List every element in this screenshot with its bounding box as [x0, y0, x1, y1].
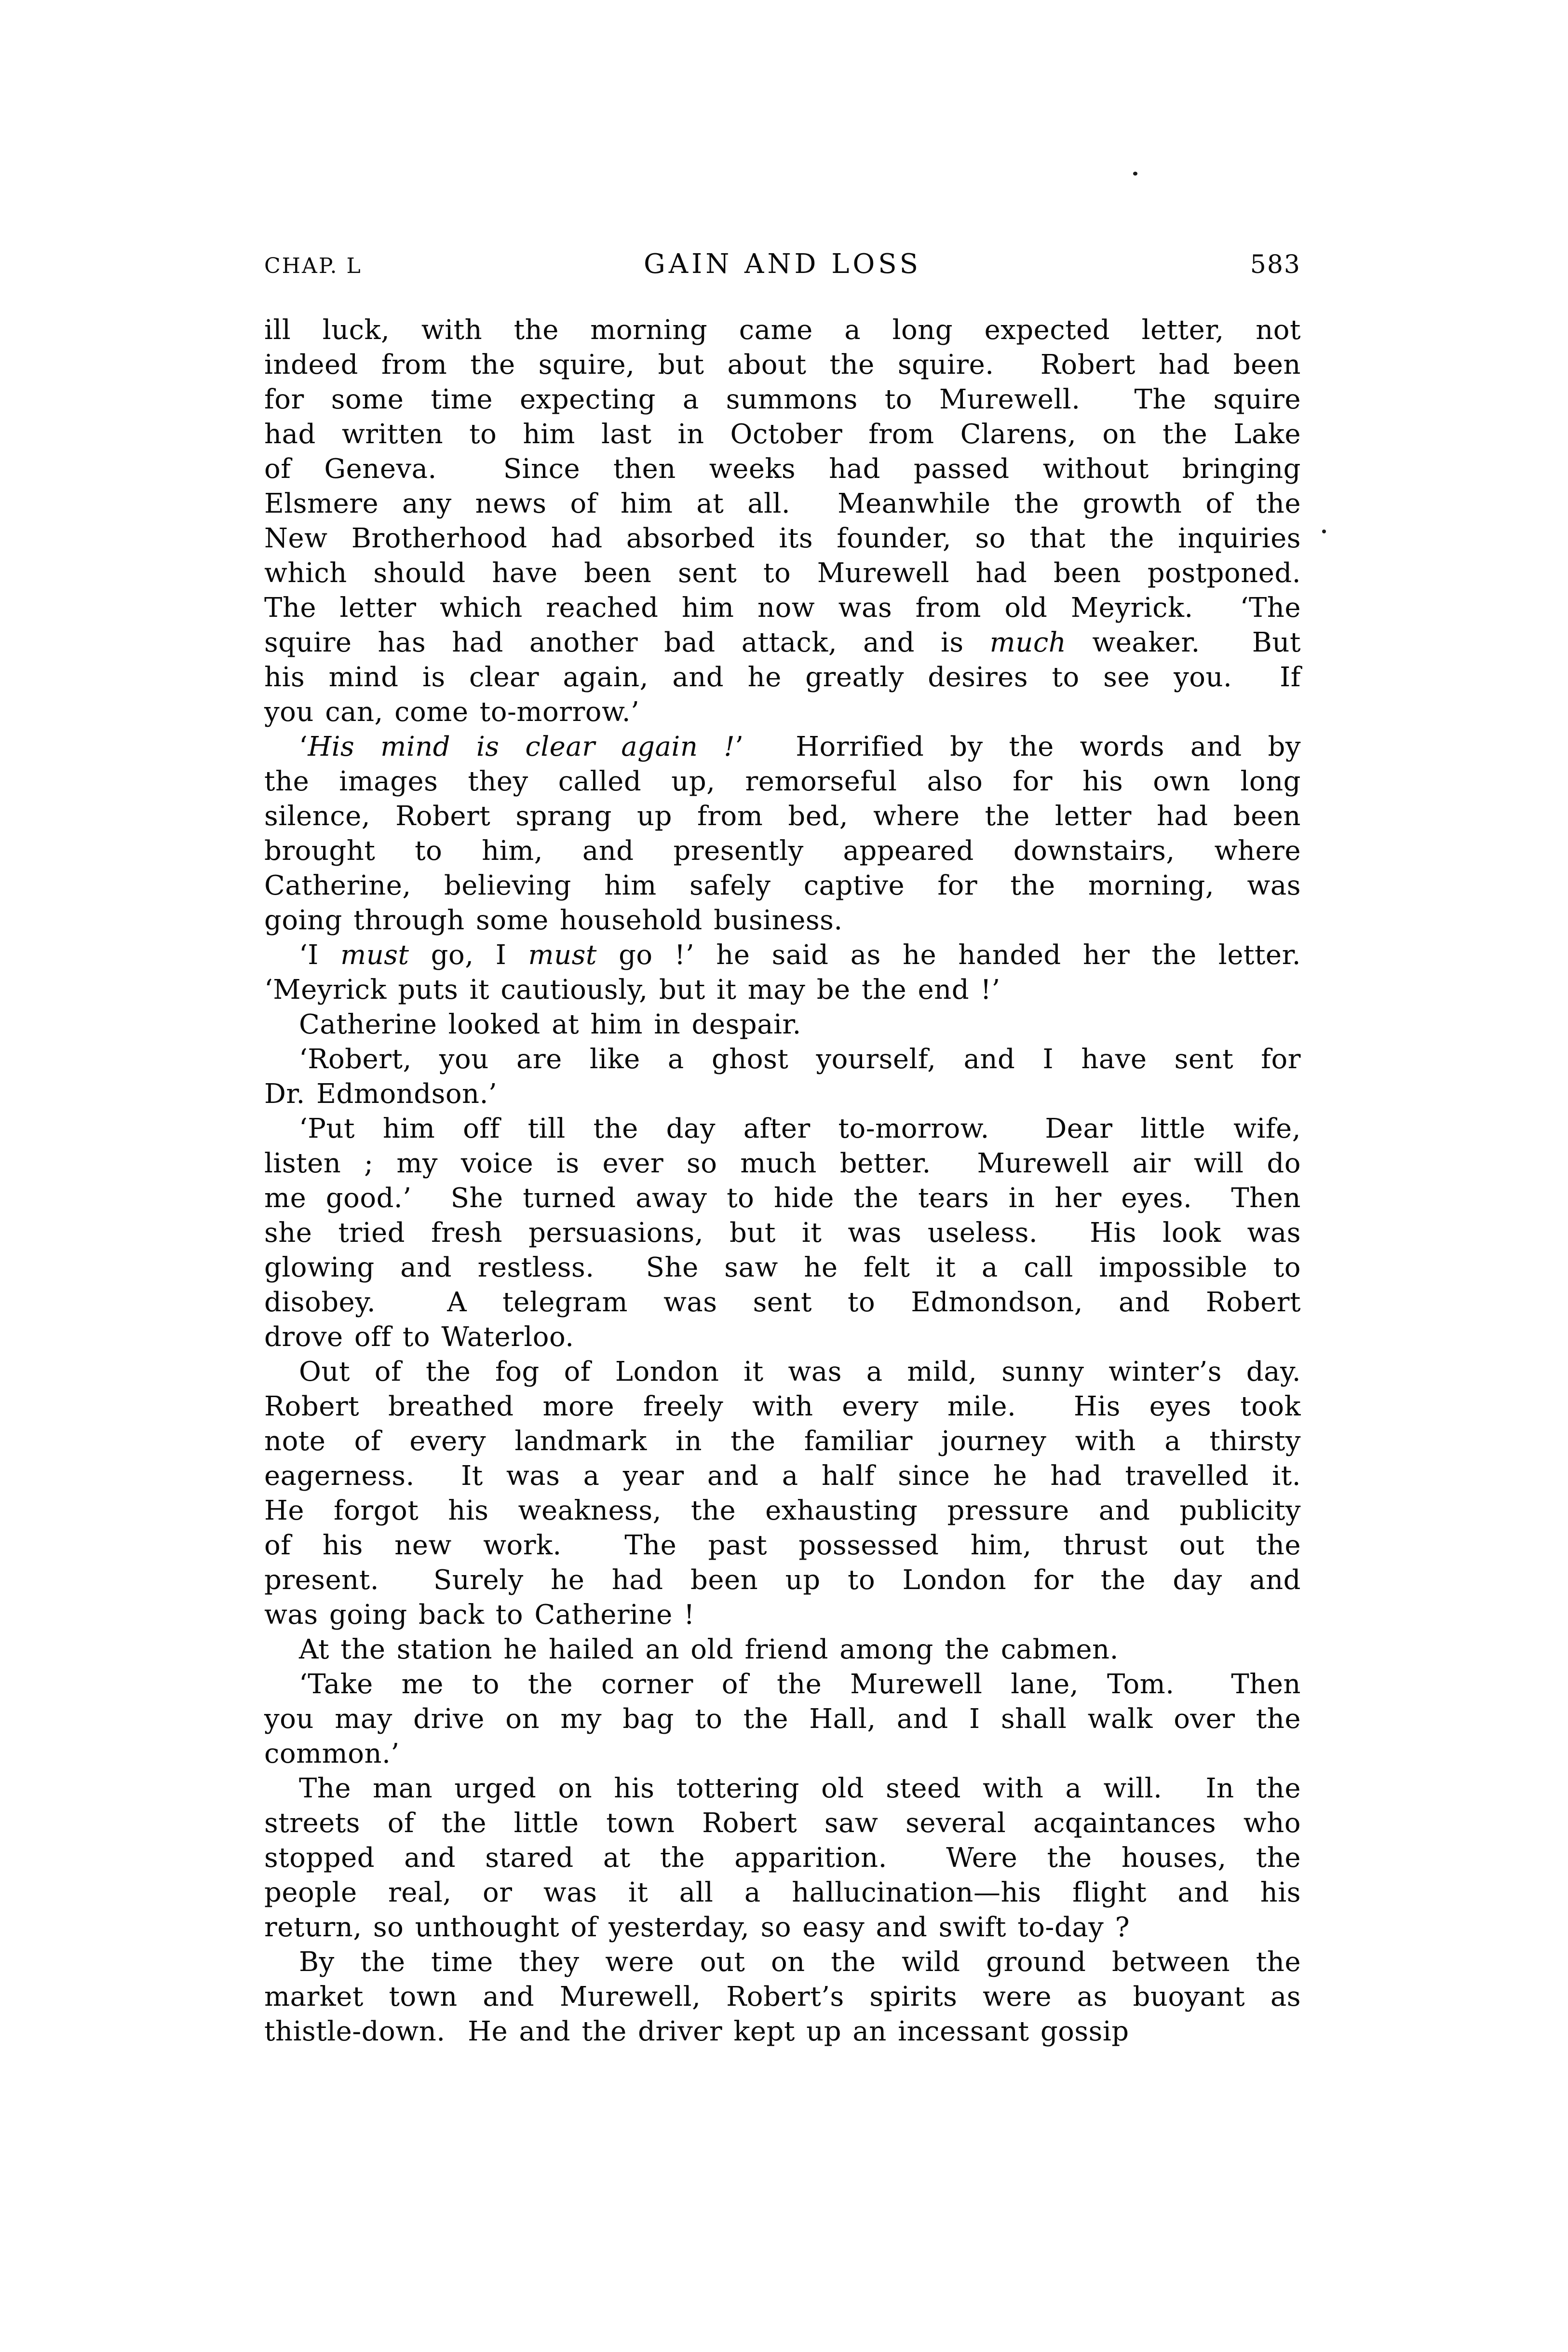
scan-speck: [1133, 172, 1137, 176]
text-segment: going through some household business.: [264, 905, 843, 936]
text-line: [264, 730, 1301, 764]
scan-speck: [1322, 530, 1326, 533]
text-segment: By the time they were out on the wild ground between the: [299, 1946, 1301, 1978]
text-segment: silence, Robert sprang up from bed, where the letter had been: [264, 801, 1301, 832]
text-line: [264, 382, 1301, 417]
text-segment: disobey. A telegram was sent to Edmondson, and Robert: [264, 1287, 1301, 1318]
text-line: [264, 1945, 1301, 1980]
text-segment: He forgot his weakness, the exhausting pressure and publicity: [264, 1495, 1301, 1526]
text-segment: of his new work. The past possessed him, thrust out the: [264, 1530, 1301, 1561]
text-line: [264, 1528, 1301, 1563]
text-line: [264, 1146, 1301, 1181]
text-line: [264, 1632, 1301, 1667]
text-line: [264, 521, 1301, 556]
text-segment: present. Surely he had been up to London for the day and: [264, 1564, 1301, 1596]
text-segment: glowing and restless. She saw he felt it a call impossible to: [264, 1252, 1301, 1283]
text-line: [264, 591, 1301, 625]
text-segment: was going back to Catherine !: [264, 1599, 695, 1631]
text-block: [264, 248, 1301, 2049]
text-line: [264, 1702, 1301, 1737]
text-line: [264, 660, 1301, 695]
text-segment: had written to him last in October from Clarens, on the Lake: [264, 419, 1301, 450]
paragraph: [264, 1632, 1301, 1667]
paragraph: [264, 1042, 1301, 1112]
text-segment: squire has had another bad attack, and is: [264, 627, 990, 658]
text-segment: Elsmere any news of him at all. Meanwhile the growth of the: [264, 488, 1301, 519]
text-line: [264, 348, 1301, 382]
text-segment: the images they called up, remorseful also for his own long: [264, 766, 1301, 797]
text-line: [264, 1007, 1301, 1042]
text-segment: of Geneva. Since then weeks had passed without bringing: [264, 453, 1301, 485]
text-segment: stopped and stared at the apparition. Were the houses, the: [264, 1842, 1301, 1874]
paragraph: [264, 1007, 1301, 1042]
paragraph: [264, 1667, 1301, 1771]
paragraph: [264, 313, 1301, 730]
text-segment: indeed from the squire, but about the squire. Robert had been: [264, 349, 1301, 381]
text-segment: note of every landmark in the familiar journey with a thirsty: [264, 1426, 1301, 1457]
italic-text: must: [528, 939, 597, 971]
text-segment: The letter which reached him now was from old Meyrick. ‘The: [264, 592, 1301, 624]
text-line: [264, 1424, 1301, 1459]
text-segment: go !’ he said as he handed her the letter.: [596, 939, 1301, 971]
text-segment: ‘Meyrick puts it cautiously, but it may be the end !’: [264, 974, 1000, 1006]
text-segment: me good.’ She turned away to hide the tears in her eyes. Then: [264, 1183, 1301, 1214]
text-line: [264, 1771, 1301, 1806]
page-number: 583: [1250, 250, 1301, 279]
text-line: [264, 973, 1301, 1007]
text-segment: eagerness. It was a year and a half since he had travelled it.: [264, 1460, 1301, 1492]
text-line: [264, 1806, 1301, 1841]
text-line: [264, 1042, 1301, 1077]
text-line: [264, 1737, 1301, 1771]
italic-text: His mind is clear again !: [308, 731, 735, 762]
paragraph: [264, 1945, 1301, 2049]
text-line: [264, 764, 1301, 799]
text-line: [264, 834, 1301, 869]
text-segment: weaker. But: [1066, 627, 1301, 658]
text-segment: you may drive on my bag to the Hall, and I shall walk over the: [264, 1703, 1301, 1735]
text-line: [264, 1494, 1301, 1528]
text-segment: ‘: [299, 731, 308, 762]
text-line: [264, 417, 1301, 452]
text-line: [264, 1285, 1301, 1320]
text-line: [264, 1355, 1301, 1389]
text-line: [264, 452, 1301, 487]
text-segment: ’ Horrified by the words and by: [735, 731, 1301, 762]
text-segment: Catherine looked at him in despair.: [299, 1009, 801, 1040]
text-segment: The man urged on his tottering old steed with a will. In the: [299, 1773, 1301, 1804]
paragraph: [264, 1112, 1301, 1355]
text-segment: you can, come to-morrow.’: [264, 696, 640, 728]
text-segment: common.’: [264, 1738, 400, 1769]
text-segment: return, so unthought of yesterday, so easy and swift to-day ?: [264, 1912, 1130, 1943]
text-segment: market town and Murewell, Robert’s spirits were as buoyant as: [264, 1981, 1301, 2012]
italic-text: must: [340, 939, 409, 971]
text-line: [264, 556, 1301, 591]
text-segment: brought to him, and presently appeared downstairs, where: [264, 835, 1301, 867]
text-segment: thistle-down. He and the driver kept up an incessant gossip: [264, 2016, 1129, 2047]
text-line: [264, 1112, 1301, 1146]
text-segment: streets of the little town Robert saw several acqaintances who: [264, 1808, 1301, 1839]
text-line: [264, 938, 1301, 973]
text-segment: his mind is clear again, and he greatly desires to see you. If: [264, 662, 1301, 693]
text-segment: ‘Take me to the corner of the Murewell lane, Tom. Then: [299, 1669, 1301, 1700]
text-line: [264, 1910, 1301, 1945]
text-line: [264, 1598, 1301, 1632]
text-segment: Robert breathed more freely with every mile. His eyes took: [264, 1391, 1301, 1422]
text-segment: drove off to Waterloo.: [264, 1321, 574, 1353]
text-segment: At the station he hailed an old friend among the cabmen.: [299, 1634, 1119, 1665]
running-title: GAIN AND LOSS: [643, 248, 922, 280]
text-segment: Dr. Edmondson.’: [264, 1078, 498, 1110]
text-line: [264, 869, 1301, 903]
paragraph: [264, 730, 1301, 938]
text-segment: people real, or was it all a hallucination—his flight and his: [264, 1877, 1301, 1908]
text-line: [264, 799, 1301, 834]
text-line: [264, 1181, 1301, 1216]
text-line: [264, 1667, 1301, 1702]
text-line: [264, 903, 1301, 938]
text-segment: ill luck, with the morning came a long expected letter, not: [264, 314, 1301, 346]
text-segment: Out of the fog of London it was a mild, sunny winter’s day.: [299, 1356, 1301, 1387]
text-segment: ‘Put him off till the day after to-morrow. Dear little wife,: [299, 1113, 1301, 1144]
text-line: [264, 1980, 1301, 2014]
text-segment: listen ; my voice is ever so much better. Murewell air will do: [264, 1148, 1301, 1179]
text-line: [264, 1459, 1301, 1494]
text-line: [264, 1077, 1301, 1112]
text-segment: Catherine, believing him safely captive for the morning, was: [264, 870, 1301, 901]
text-line: [264, 1389, 1301, 1424]
text-segment: go, I: [409, 939, 528, 971]
page-text: [264, 313, 1301, 2049]
text-line: [264, 1876, 1301, 1910]
text-line: [264, 1251, 1301, 1285]
text-segment: ‘Robert, you are like a ghost yourself, and I have sent for: [299, 1044, 1301, 1075]
italic-text: much: [989, 627, 1067, 658]
text-line: [264, 695, 1301, 730]
text-line: [264, 1563, 1301, 1598]
text-segment: ‘I: [299, 939, 341, 971]
text-line: [264, 2014, 1301, 2049]
paragraph: [264, 1355, 1301, 1632]
text-line: [264, 1216, 1301, 1251]
text-line: [264, 1841, 1301, 1876]
text-segment: New Brotherhood had absorbed its founder, so that the inquiries: [264, 523, 1301, 554]
text-line: [264, 487, 1301, 521]
text-line: [264, 625, 1301, 660]
text-line: [264, 313, 1301, 348]
text-segment: which should have been sent to Murewell had been postponed.: [264, 557, 1301, 589]
paragraph: [264, 938, 1301, 1007]
text-line: [264, 1320, 1301, 1355]
running-header: [264, 248, 1301, 279]
paragraph: [264, 1771, 1301, 1945]
text-segment: for some time expecting a summons to Murewell. The squire: [264, 384, 1301, 415]
text-segment: she tried fresh persuasions, but it was useless. His look was: [264, 1217, 1301, 1249]
chapter-header: CHAP. L: [264, 254, 362, 278]
